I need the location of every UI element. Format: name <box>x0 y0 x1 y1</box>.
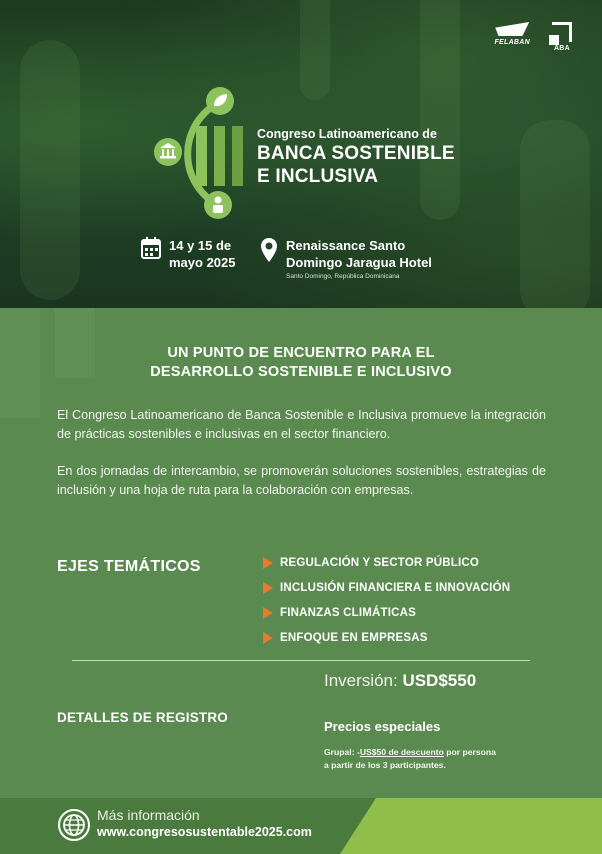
venue-city: Santo Domingo, República Dominicana <box>286 273 400 280</box>
ejes-list <box>263 550 510 650</box>
headline-line-1: UN PUNTO DE ENCUENTRO PARA EL <box>167 345 435 361</box>
arrow-icon <box>263 607 273 619</box>
arrow-icon <box>263 582 273 594</box>
list-item <box>263 625 510 650</box>
intro-paragraph-2: En dos jornadas de intercambio, se promoverán soluciones sostenibles, estrategias de inclusión y una hoja de ruta para la colaboración con empresas. <box>57 464 546 497</box>
intro-paragraph-1: El Congreso Latinoamericano de Banca Sostenible e Inclusiva promueve la integración de prácticas sostenibles e inclusivas en el sector financiero. <box>57 408 546 441</box>
date-line-2: mayo 2025 <box>169 255 236 270</box>
eje-label: REGULACIÓN Y SECTOR PÚBLICO <box>280 556 480 569</box>
date-line-1: 14 y 15 de <box>169 238 232 253</box>
aba-logo <box>552 22 572 52</box>
headline-line-2: DESARROLLO SOSTENIBLE E INCLUSIVO <box>150 364 452 380</box>
event-date <box>141 237 236 271</box>
eje-label: ENFOQUE EN EMPRESAS <box>280 631 428 644</box>
list-item <box>263 600 510 625</box>
arrow-icon <box>263 557 273 569</box>
inversion-value: USD$550 <box>402 671 477 690</box>
title-line-1: BANCA SOSTENIBLE <box>257 143 455 164</box>
felaban-logo <box>494 22 530 46</box>
hero-banner <box>0 0 602 308</box>
location-pin-icon <box>260 237 278 263</box>
grupal-discount-amount: US$50 de descuento <box>359 747 444 757</box>
venue-line-2: Domingo Jaragua Hotel <box>286 255 432 270</box>
footer <box>0 798 602 854</box>
precios-title: Precios especiales <box>324 719 441 734</box>
globe-icon <box>58 809 90 841</box>
list-item <box>263 550 510 575</box>
inversion-price <box>324 671 476 691</box>
website-link[interactable]: www.congresosustentable2025.com <box>97 825 312 839</box>
congress-title <box>257 127 455 187</box>
eje-label: INCLUSIÓN FINANCIERA E INNOVACIÓN <box>280 581 511 594</box>
aba-logo-text: ABA <box>553 45 571 52</box>
more-info-label: Más información <box>97 807 200 823</box>
footer-accent <box>340 798 602 854</box>
partner-logos <box>494 22 572 52</box>
calendar-icon <box>141 237 161 259</box>
grupal-line-2: a partir de los 3 participantes. <box>324 759 446 770</box>
event-venue <box>260 237 432 282</box>
eje-label: FINANZAS CLIMÁTICAS <box>280 606 417 619</box>
section-headline <box>0 344 602 382</box>
felaban-mark-icon <box>495 22 529 36</box>
footer-contact <box>97 807 312 841</box>
venue-line-1: Renaissance Santo <box>286 238 406 253</box>
arrow-icon <box>263 632 273 644</box>
background-decoration <box>520 120 590 308</box>
background-decoration <box>20 40 80 300</box>
aba-mark-icon <box>552 22 572 42</box>
inversion-label: Inversión: <box>324 671 398 690</box>
grupal-rest: por persona <box>443 747 496 757</box>
grupal-label: Grupal: - <box>324 747 360 757</box>
background-decoration <box>300 0 330 100</box>
main-content <box>0 308 602 798</box>
ejes-title: EJES TEMÁTICOS <box>57 558 201 575</box>
title-small: Congreso Latinoamericano de <box>257 127 437 141</box>
roman-three-bars <box>196 126 243 186</box>
grupal-discount <box>324 746 496 771</box>
registro-title: DETALLES DE REGISTRO <box>57 710 229 725</box>
divider <box>72 660 530 661</box>
background-decoration <box>420 0 460 220</box>
felaban-logo-text: FELABAN <box>494 39 530 46</box>
list-item <box>263 575 510 600</box>
title-line-2: E INCLUSIVA <box>257 166 379 187</box>
